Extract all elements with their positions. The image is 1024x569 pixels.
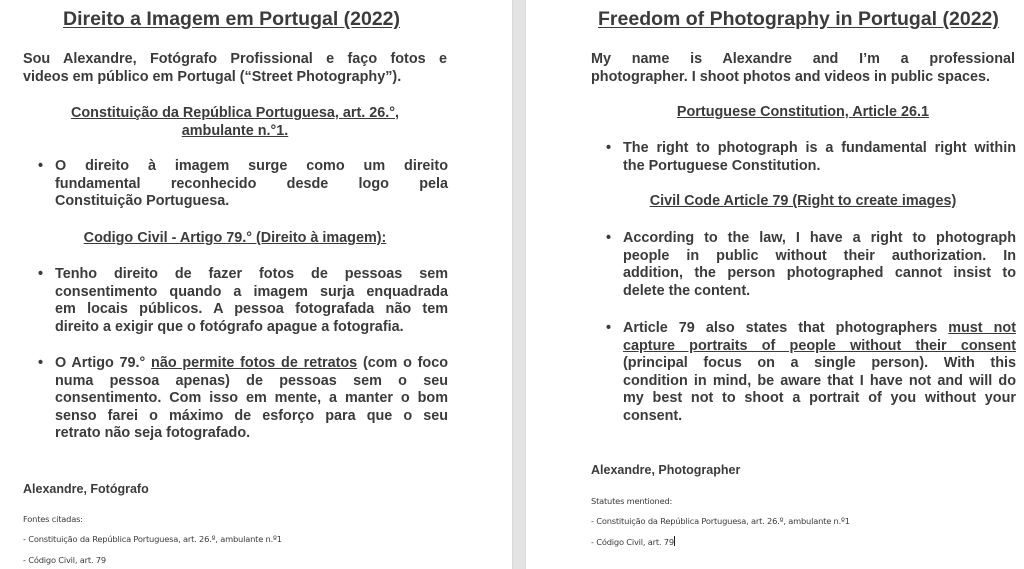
bullet-line: According to the law, I have a right to photograph [623, 230, 1016, 246]
bullet-line: em locais públicos. A pessoa fotografada não tem [55, 301, 448, 317]
bullet-line: consentimento. Com isso em mente, a manter o bom [55, 390, 448, 406]
bullet-text: (com o foco [357, 355, 448, 371]
source-item: - Código Civil, art. 79 [23, 555, 106, 565]
bullet-line: direito a exigir que o fotógrafo apague a fotografia. [55, 318, 404, 335]
section-heading-constitution: Portuguese Constitution, Article 26.1 [676, 104, 930, 120]
bullet-line: people in public without their authorization. In [623, 247, 1016, 264]
intro-paragraph [23, 51, 447, 86]
bullet-line: senso farei o máximo de esforço para que o seu [55, 407, 448, 424]
bullet-line: delete the content. [623, 282, 751, 299]
bullet-icon: • [38, 266, 44, 282]
emphasis-line: capture portraits of people without their consent [623, 337, 1016, 354]
intro-line: videos em público em Portugal (“Street Photography”). [23, 68, 402, 85]
intro-line: photographer. I shoot photos and videos in public spaces. [591, 68, 990, 85]
section-heading-civil-code: Codigo Civil - Artigo 79.° (Direito à imagem): [83, 230, 387, 246]
bullet-line [623, 320, 1016, 338]
intro-paragraph [591, 51, 1015, 86]
bullet-line: my best not to shoot a portrait of you without your [623, 390, 1016, 406]
bullet-line [55, 355, 448, 373]
bullet-text: Article 79 also states that photographers [623, 320, 949, 336]
bullet-line: Tenho direito de fazer fotos de pessoas sem [55, 266, 448, 282]
bullet-line: fundamental reconhecido desde logo pela [55, 175, 448, 192]
heading-line: Constituição da República Portuguesa, art. 26.°, [70, 105, 399, 121]
bullet-line: numa pessoa apenas) de pessoas sem o seu [55, 372, 448, 389]
sources-label: Fontes citadas: [23, 514, 83, 524]
bullet-line: O direito à imagem surge como um direito [55, 158, 448, 174]
emphasis-text: must not [948, 320, 1016, 336]
bullet-icon: • [606, 140, 612, 156]
source-item: - Constituição da República Portuguesa, art. 26.º, ambulante n.º1 [591, 516, 850, 526]
source-item[interactable] [591, 536, 675, 547]
bullet-line: Constituição Portuguesa. [55, 193, 230, 209]
bullet-line: (principal focus on a single person). With this [623, 355, 1016, 371]
bullet-icon: • [606, 320, 612, 336]
emphasis-text: não permite fotos de retratos [151, 355, 358, 371]
intro-line: Sou Alexandre, Fotógrafo Profissional e faço fotos e [23, 51, 447, 67]
bullet-icon: • [38, 355, 44, 371]
bullet-text: O Artigo 79.° [55, 355, 152, 371]
page-title: Freedom of Photography in Portugal (2022) [598, 8, 999, 30]
bullet-line: retrato não seja fotografado. [55, 425, 251, 441]
section-heading-civil-code: Civil Code Article 79 (Right to create images) [649, 193, 957, 209]
page-divider [512, 0, 526, 569]
source-item-text: - Código Civil, art. 79 [591, 537, 674, 547]
bullet-line: The right to photograph is a fundamental right within [623, 140, 1016, 156]
bullet-line: consent. [623, 407, 683, 424]
bullet-line: the Portuguese Constitution. [623, 157, 821, 174]
signature: Alexandre, Photographer [591, 463, 741, 477]
heading-line: ambulante n.°1. [181, 122, 289, 139]
intro-line: My name is Alexandre and I’m a professional [591, 51, 1015, 67]
page-title: Direito a Imagem em Portugal (2022) [63, 8, 401, 30]
text-cursor [674, 536, 675, 546]
document-page-english [526, 0, 1024, 569]
bullet-line: addition, the person photographed cannot insist to [623, 265, 1016, 281]
source-item: - Constituição da República Portuguesa, art. 26.º, ambulante n.º1 [23, 534, 282, 544]
bullet-line: consentimento quando a imagem surja enquadrada [55, 283, 448, 300]
bullet-line: condition in mind, be aware that I have not and will do [623, 372, 1016, 389]
signature: Alexandre, Fotógrafo [23, 482, 149, 496]
sources-label: Statutes mentioned: [591, 496, 673, 506]
bullet-icon: • [606, 230, 612, 246]
section-heading-constitution [23, 105, 447, 140]
bullet-icon: • [38, 158, 44, 174]
